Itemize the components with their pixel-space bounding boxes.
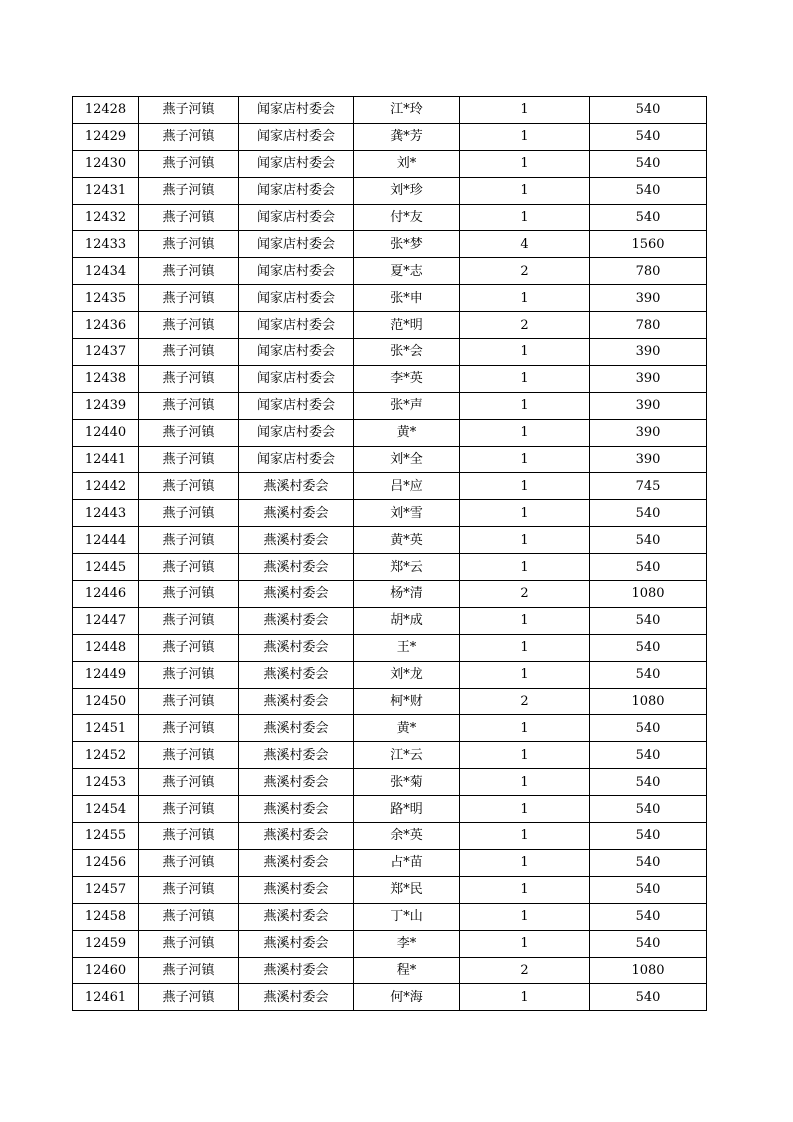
village-cell: 闻家店村委会 bbox=[239, 365, 354, 392]
name-cell: 黄* bbox=[354, 715, 460, 742]
row-number-cell: 12450 bbox=[73, 688, 139, 715]
amount-cell: 540 bbox=[590, 123, 707, 150]
data-table bbox=[72, 96, 707, 1011]
amount-cell: 390 bbox=[590, 365, 707, 392]
row-number-cell: 12433 bbox=[73, 231, 139, 258]
name-cell: 刘*珍 bbox=[354, 177, 460, 204]
name-cell: 刘*龙 bbox=[354, 661, 460, 688]
name-cell: 龚*芳 bbox=[354, 123, 460, 150]
row-number-cell: 12458 bbox=[73, 903, 139, 930]
town-cell: 燕子河镇 bbox=[139, 339, 239, 366]
table-row bbox=[73, 796, 707, 823]
name-cell: 路*明 bbox=[354, 796, 460, 823]
count-cell: 1 bbox=[460, 123, 590, 150]
town-cell: 燕子河镇 bbox=[139, 150, 239, 177]
table-body bbox=[73, 97, 707, 1011]
amount-cell: 390 bbox=[590, 419, 707, 446]
village-cell: 闻家店村委会 bbox=[239, 392, 354, 419]
amount-cell: 540 bbox=[590, 930, 707, 957]
amount-cell: 780 bbox=[590, 258, 707, 285]
name-cell: 胡*成 bbox=[354, 607, 460, 634]
amount-cell: 540 bbox=[590, 984, 707, 1011]
name-cell: 李* bbox=[354, 930, 460, 957]
count-cell: 1 bbox=[460, 527, 590, 554]
name-cell: 刘*雪 bbox=[354, 500, 460, 527]
table-row bbox=[73, 849, 707, 876]
row-number-cell: 12434 bbox=[73, 258, 139, 285]
amount-cell: 540 bbox=[590, 742, 707, 769]
name-cell: 张*声 bbox=[354, 392, 460, 419]
name-cell: 郑*民 bbox=[354, 876, 460, 903]
amount-cell: 745 bbox=[590, 473, 707, 500]
name-cell: 江*云 bbox=[354, 742, 460, 769]
table-row bbox=[73, 177, 707, 204]
amount-cell: 1080 bbox=[590, 957, 707, 984]
town-cell: 燕子河镇 bbox=[139, 392, 239, 419]
row-number-cell: 12453 bbox=[73, 769, 139, 796]
row-number-cell: 12448 bbox=[73, 634, 139, 661]
town-cell: 燕子河镇 bbox=[139, 984, 239, 1011]
table-row bbox=[73, 742, 707, 769]
name-cell: 张*梦 bbox=[354, 231, 460, 258]
amount-cell: 390 bbox=[590, 392, 707, 419]
row-number-cell: 12443 bbox=[73, 500, 139, 527]
village-cell: 燕溪村委会 bbox=[239, 581, 354, 608]
town-cell: 燕子河镇 bbox=[139, 715, 239, 742]
town-cell: 燕子河镇 bbox=[139, 634, 239, 661]
amount-cell: 540 bbox=[590, 554, 707, 581]
row-number-cell: 12449 bbox=[73, 661, 139, 688]
count-cell: 1 bbox=[460, 796, 590, 823]
name-cell: 何*海 bbox=[354, 984, 460, 1011]
village-cell: 燕溪村委会 bbox=[239, 796, 354, 823]
town-cell: 燕子河镇 bbox=[139, 581, 239, 608]
row-number-cell: 12436 bbox=[73, 312, 139, 339]
name-cell: 程* bbox=[354, 957, 460, 984]
name-cell: 刘*全 bbox=[354, 446, 460, 473]
amount-cell: 540 bbox=[590, 634, 707, 661]
name-cell: 江*玲 bbox=[354, 97, 460, 124]
name-cell: 王* bbox=[354, 634, 460, 661]
town-cell: 燕子河镇 bbox=[139, 231, 239, 258]
row-number-cell: 12438 bbox=[73, 365, 139, 392]
count-cell: 1 bbox=[460, 634, 590, 661]
amount-cell: 540 bbox=[590, 849, 707, 876]
town-cell: 燕子河镇 bbox=[139, 903, 239, 930]
town-cell: 燕子河镇 bbox=[139, 849, 239, 876]
amount-cell: 540 bbox=[590, 903, 707, 930]
table-row bbox=[73, 607, 707, 634]
row-number-cell: 12454 bbox=[73, 796, 139, 823]
town-cell: 燕子河镇 bbox=[139, 419, 239, 446]
count-cell: 1 bbox=[460, 903, 590, 930]
count-cell: 1 bbox=[460, 365, 590, 392]
table-row bbox=[73, 661, 707, 688]
name-cell: 黄* bbox=[354, 419, 460, 446]
village-cell: 燕溪村委会 bbox=[239, 688, 354, 715]
village-cell: 燕溪村委会 bbox=[239, 554, 354, 581]
town-cell: 燕子河镇 bbox=[139, 500, 239, 527]
table-row bbox=[73, 581, 707, 608]
name-cell: 占*苗 bbox=[354, 849, 460, 876]
amount-cell: 540 bbox=[590, 177, 707, 204]
village-cell: 燕溪村委会 bbox=[239, 823, 354, 850]
village-cell: 燕溪村委会 bbox=[239, 742, 354, 769]
town-cell: 燕子河镇 bbox=[139, 957, 239, 984]
count-cell: 1 bbox=[460, 823, 590, 850]
name-cell: 张*会 bbox=[354, 339, 460, 366]
village-cell: 燕溪村委会 bbox=[239, 849, 354, 876]
amount-cell: 540 bbox=[590, 796, 707, 823]
count-cell: 1 bbox=[460, 715, 590, 742]
row-number-cell: 12437 bbox=[73, 339, 139, 366]
amount-cell: 1080 bbox=[590, 581, 707, 608]
row-number-cell: 12457 bbox=[73, 876, 139, 903]
table-row bbox=[73, 231, 707, 258]
town-cell: 燕子河镇 bbox=[139, 177, 239, 204]
count-cell: 1 bbox=[460, 150, 590, 177]
village-cell: 燕溪村委会 bbox=[239, 984, 354, 1011]
village-cell: 燕溪村委会 bbox=[239, 903, 354, 930]
amount-cell: 540 bbox=[590, 823, 707, 850]
table-row bbox=[73, 150, 707, 177]
table-row bbox=[73, 204, 707, 231]
count-cell: 1 bbox=[460, 392, 590, 419]
town-cell: 燕子河镇 bbox=[139, 688, 239, 715]
name-cell: 范*明 bbox=[354, 312, 460, 339]
count-cell: 1 bbox=[460, 661, 590, 688]
name-cell: 柯*财 bbox=[354, 688, 460, 715]
count-cell: 1 bbox=[460, 930, 590, 957]
row-number-cell: 12460 bbox=[73, 957, 139, 984]
amount-cell: 540 bbox=[590, 769, 707, 796]
row-number-cell: 12428 bbox=[73, 97, 139, 124]
row-number-cell: 12452 bbox=[73, 742, 139, 769]
amount-cell: 1080 bbox=[590, 688, 707, 715]
name-cell: 付*友 bbox=[354, 204, 460, 231]
town-cell: 燕子河镇 bbox=[139, 661, 239, 688]
amount-cell: 540 bbox=[590, 876, 707, 903]
amount-cell: 390 bbox=[590, 339, 707, 366]
amount-cell: 390 bbox=[590, 446, 707, 473]
row-number-cell: 12461 bbox=[73, 984, 139, 1011]
town-cell: 燕子河镇 bbox=[139, 258, 239, 285]
amount-cell: 780 bbox=[590, 312, 707, 339]
row-number-cell: 12429 bbox=[73, 123, 139, 150]
name-cell: 余*英 bbox=[354, 823, 460, 850]
village-cell: 燕溪村委会 bbox=[239, 661, 354, 688]
village-cell: 闻家店村委会 bbox=[239, 339, 354, 366]
name-cell: 李*英 bbox=[354, 365, 460, 392]
village-cell: 燕溪村委会 bbox=[239, 473, 354, 500]
village-cell: 闻家店村委会 bbox=[239, 419, 354, 446]
count-cell: 2 bbox=[460, 258, 590, 285]
village-cell: 闻家店村委会 bbox=[239, 204, 354, 231]
village-cell: 闻家店村委会 bbox=[239, 123, 354, 150]
row-number-cell: 12430 bbox=[73, 150, 139, 177]
row-number-cell: 12440 bbox=[73, 419, 139, 446]
name-cell: 夏*志 bbox=[354, 258, 460, 285]
count-cell: 1 bbox=[460, 849, 590, 876]
table-row bbox=[73, 715, 707, 742]
table-row bbox=[73, 527, 707, 554]
town-cell: 燕子河镇 bbox=[139, 796, 239, 823]
row-number-cell: 12455 bbox=[73, 823, 139, 850]
town-cell: 燕子河镇 bbox=[139, 312, 239, 339]
table-row bbox=[73, 473, 707, 500]
town-cell: 燕子河镇 bbox=[139, 930, 239, 957]
table-row bbox=[73, 258, 707, 285]
name-cell: 黄*英 bbox=[354, 527, 460, 554]
town-cell: 燕子河镇 bbox=[139, 769, 239, 796]
count-cell: 4 bbox=[460, 231, 590, 258]
table-row bbox=[73, 876, 707, 903]
amount-cell: 540 bbox=[590, 607, 707, 634]
amount-cell: 540 bbox=[590, 527, 707, 554]
amount-cell: 540 bbox=[590, 661, 707, 688]
count-cell: 1 bbox=[460, 339, 590, 366]
amount-cell: 1560 bbox=[590, 231, 707, 258]
town-cell: 燕子河镇 bbox=[139, 365, 239, 392]
table-row bbox=[73, 769, 707, 796]
table-row bbox=[73, 688, 707, 715]
table-row bbox=[73, 903, 707, 930]
name-cell: 刘* bbox=[354, 150, 460, 177]
table-row bbox=[73, 97, 707, 124]
row-number-cell: 12446 bbox=[73, 581, 139, 608]
name-cell: 张*申 bbox=[354, 285, 460, 312]
count-cell: 1 bbox=[460, 607, 590, 634]
table-row bbox=[73, 365, 707, 392]
table-row bbox=[73, 823, 707, 850]
row-number-cell: 12442 bbox=[73, 473, 139, 500]
table-row bbox=[73, 554, 707, 581]
count-cell: 1 bbox=[460, 742, 590, 769]
amount-cell: 390 bbox=[590, 285, 707, 312]
row-number-cell: 12439 bbox=[73, 392, 139, 419]
table-row bbox=[73, 392, 707, 419]
village-cell: 燕溪村委会 bbox=[239, 715, 354, 742]
count-cell: 1 bbox=[460, 984, 590, 1011]
village-cell: 闻家店村委会 bbox=[239, 231, 354, 258]
row-number-cell: 12432 bbox=[73, 204, 139, 231]
village-cell: 燕溪村委会 bbox=[239, 930, 354, 957]
table-row bbox=[73, 339, 707, 366]
town-cell: 燕子河镇 bbox=[139, 607, 239, 634]
village-cell: 燕溪村委会 bbox=[239, 607, 354, 634]
village-cell: 燕溪村委会 bbox=[239, 769, 354, 796]
row-number-cell: 12447 bbox=[73, 607, 139, 634]
table-row bbox=[73, 312, 707, 339]
village-cell: 闻家店村委会 bbox=[239, 97, 354, 124]
name-cell: 吕*应 bbox=[354, 473, 460, 500]
town-cell: 燕子河镇 bbox=[139, 285, 239, 312]
table-row bbox=[73, 500, 707, 527]
village-cell: 闻家店村委会 bbox=[239, 258, 354, 285]
town-cell: 燕子河镇 bbox=[139, 446, 239, 473]
town-cell: 燕子河镇 bbox=[139, 204, 239, 231]
count-cell: 2 bbox=[460, 581, 590, 608]
village-cell: 闻家店村委会 bbox=[239, 285, 354, 312]
village-cell: 燕溪村委会 bbox=[239, 634, 354, 661]
village-cell: 燕溪村委会 bbox=[239, 957, 354, 984]
count-cell: 1 bbox=[460, 876, 590, 903]
table-row bbox=[73, 419, 707, 446]
count-cell: 1 bbox=[460, 554, 590, 581]
row-number-cell: 12444 bbox=[73, 527, 139, 554]
count-cell: 1 bbox=[460, 177, 590, 204]
amount-cell: 540 bbox=[590, 97, 707, 124]
count-cell: 1 bbox=[460, 500, 590, 527]
town-cell: 燕子河镇 bbox=[139, 742, 239, 769]
table-row bbox=[73, 634, 707, 661]
amount-cell: 540 bbox=[590, 150, 707, 177]
table-row bbox=[73, 984, 707, 1011]
amount-cell: 540 bbox=[590, 500, 707, 527]
row-number-cell: 12445 bbox=[73, 554, 139, 581]
name-cell: 杨*清 bbox=[354, 581, 460, 608]
town-cell: 燕子河镇 bbox=[139, 123, 239, 150]
table-row bbox=[73, 930, 707, 957]
row-number-cell: 12435 bbox=[73, 285, 139, 312]
name-cell: 郑*云 bbox=[354, 554, 460, 581]
village-cell: 燕溪村委会 bbox=[239, 527, 354, 554]
count-cell: 1 bbox=[460, 97, 590, 124]
town-cell: 燕子河镇 bbox=[139, 823, 239, 850]
town-cell: 燕子河镇 bbox=[139, 97, 239, 124]
table-row bbox=[73, 285, 707, 312]
name-cell: 丁*山 bbox=[354, 903, 460, 930]
row-number-cell: 12431 bbox=[73, 177, 139, 204]
count-cell: 2 bbox=[460, 957, 590, 984]
amount-cell: 540 bbox=[590, 204, 707, 231]
town-cell: 燕子河镇 bbox=[139, 473, 239, 500]
village-cell: 闻家店村委会 bbox=[239, 150, 354, 177]
count-cell: 1 bbox=[460, 769, 590, 796]
town-cell: 燕子河镇 bbox=[139, 876, 239, 903]
count-cell: 1 bbox=[460, 204, 590, 231]
table-row bbox=[73, 957, 707, 984]
table-row bbox=[73, 123, 707, 150]
count-cell: 2 bbox=[460, 688, 590, 715]
count-cell: 1 bbox=[460, 473, 590, 500]
town-cell: 燕子河镇 bbox=[139, 527, 239, 554]
village-cell: 燕溪村委会 bbox=[239, 500, 354, 527]
count-cell: 1 bbox=[460, 446, 590, 473]
row-number-cell: 12441 bbox=[73, 446, 139, 473]
village-cell: 闻家店村委会 bbox=[239, 446, 354, 473]
count-cell: 1 bbox=[460, 419, 590, 446]
count-cell: 2 bbox=[460, 312, 590, 339]
village-cell: 燕溪村委会 bbox=[239, 876, 354, 903]
row-number-cell: 12459 bbox=[73, 930, 139, 957]
village-cell: 闻家店村委会 bbox=[239, 177, 354, 204]
table-row bbox=[73, 446, 707, 473]
count-cell: 1 bbox=[460, 285, 590, 312]
amount-cell: 540 bbox=[590, 715, 707, 742]
row-number-cell: 12456 bbox=[73, 849, 139, 876]
row-number-cell: 12451 bbox=[73, 715, 139, 742]
village-cell: 闻家店村委会 bbox=[239, 312, 354, 339]
name-cell: 张*菊 bbox=[354, 769, 460, 796]
town-cell: 燕子河镇 bbox=[139, 554, 239, 581]
